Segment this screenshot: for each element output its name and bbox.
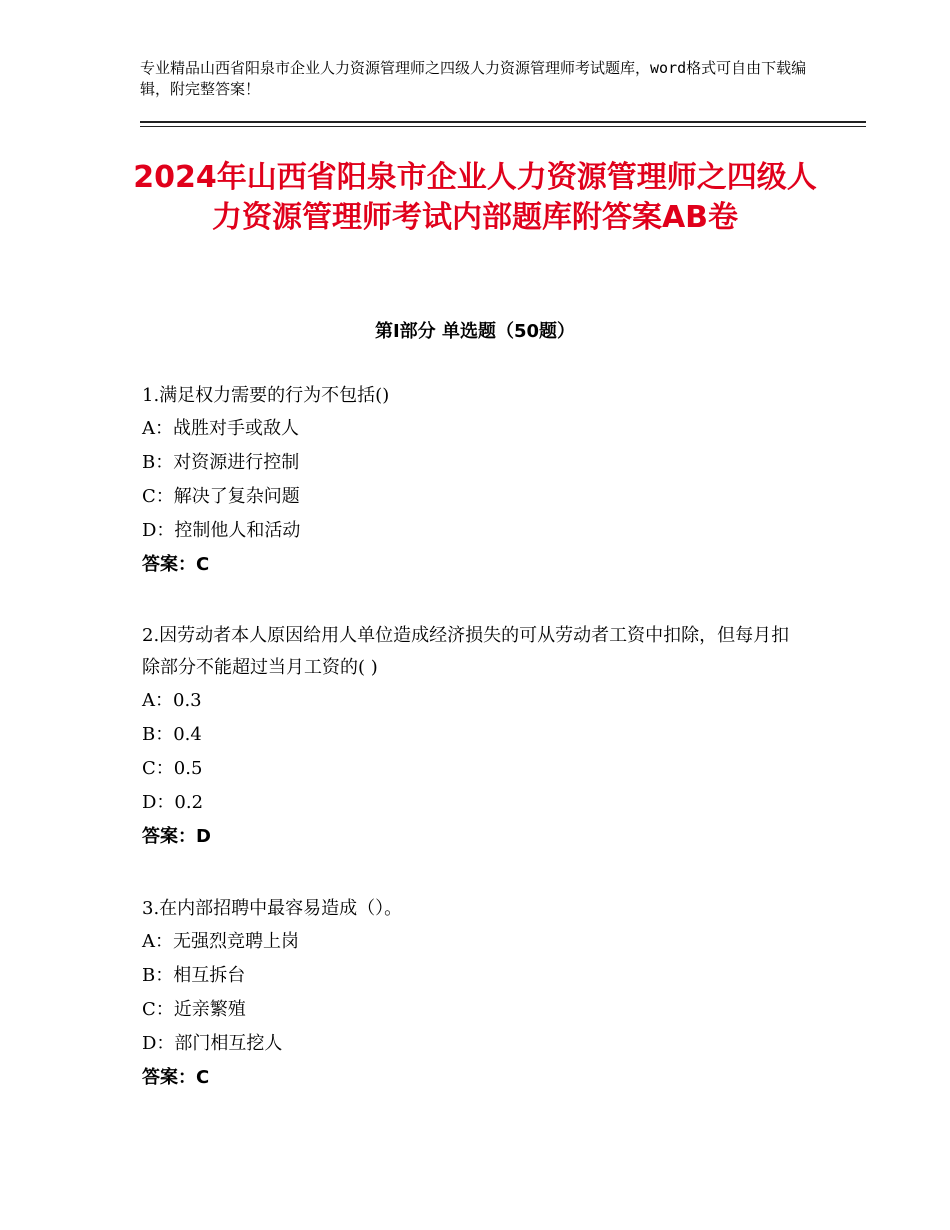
option-a: A：战胜对手或敌人 — [142, 418, 299, 439]
option-c: C：0.5 — [142, 758, 203, 779]
option-b: B：相互拆台 — [142, 965, 246, 986]
option-b: B：对资源进行控制 — [142, 452, 300, 473]
answer: 答案：C — [142, 1067, 210, 1088]
header-note: 专业精品山西省阳泉市企业人力资源管理师之四级人力资源管理师考试题库，word格式可自由下载编辑，附完整答案！ — [140, 59, 807, 98]
header-rule-thin — [140, 126, 866, 127]
answer: 答案：C — [142, 554, 210, 575]
document-title: 2024年山西省阳泉市企业人力资源管理师之四级人力资源管理师考试内部题库附答案AB卷 — [133, 160, 817, 235]
option-c: C：近亲繁殖 — [142, 999, 246, 1020]
question-stem: 2.因劳动者本人原因给用人单位造成经济损失的可从劳动者工资中扣除，但每月扣除部分不能超过当月工资的( ) — [142, 625, 790, 678]
option-d: D：0.2 — [142, 792, 204, 813]
question-3 — [142, 893, 802, 1095]
option-c: C：解决了复杂问题 — [142, 486, 300, 507]
option-a: A：无强烈竞聘上岗 — [142, 931, 299, 952]
question-stem: 1.满足权力需要的行为不包括() — [142, 385, 390, 406]
option-b: B：0.4 — [142, 724, 202, 745]
answer: 答案：D — [142, 826, 211, 847]
option-d: D：部门相互挖人 — [142, 1033, 283, 1054]
header-rule-thick — [140, 121, 866, 123]
question-stem: 3.在内部招聘中最容易造成（）。 — [142, 898, 403, 919]
question-1 — [142, 380, 802, 582]
option-a: A：0.3 — [142, 690, 202, 711]
option-d: D：控制他人和活动 — [142, 520, 301, 541]
section-title: 第Ⅰ部分 单选题（50题） — [374, 321, 575, 342]
question-2 — [142, 620, 802, 854]
